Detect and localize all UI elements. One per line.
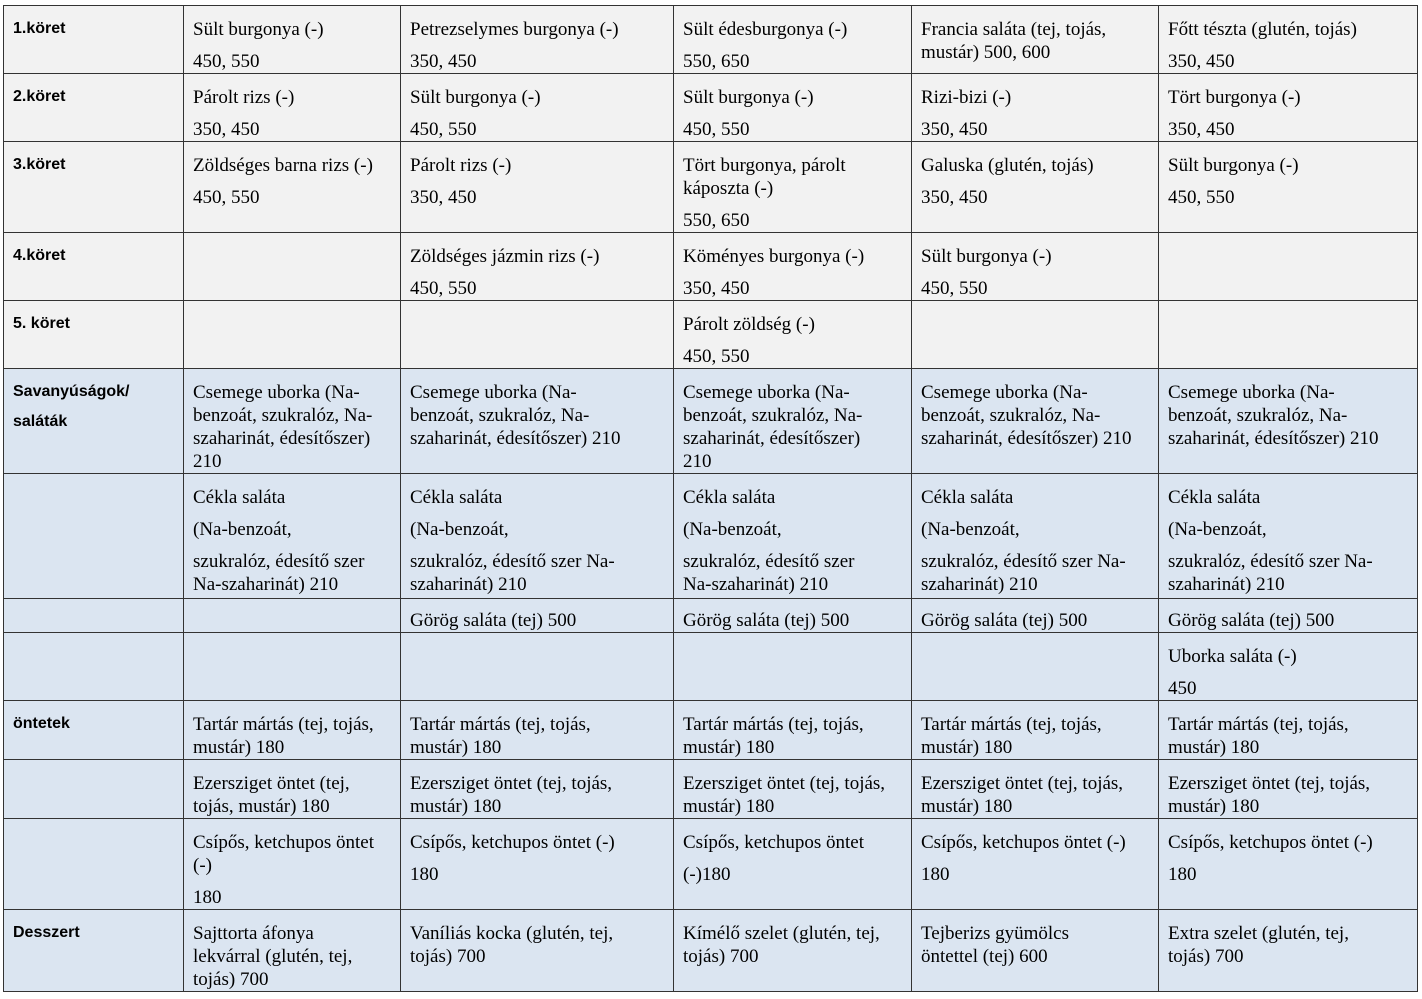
menu-cell-content <box>674 142 911 232</box>
menu-cell-line: Cékla saláta <box>193 487 286 508</box>
menu-cell-line: 350, 450 <box>410 187 477 208</box>
menu-cell-line: mustár) 180 <box>410 737 502 758</box>
menu-cell-content <box>1159 910 1417 968</box>
menu-cell-line: szaharinát, édesítőszer) <box>193 428 371 449</box>
menu-cell-line: 210 <box>193 451 222 472</box>
menu-cell <box>1159 760 1418 819</box>
menu-cell <box>1159 369 1418 474</box>
table-row <box>4 633 1418 701</box>
menu-cell <box>401 233 674 301</box>
menu-cell-line: Tartár mártás (tej, tojás, <box>193 714 374 735</box>
menu-cell-line: szaharinát) 210 <box>1168 574 1285 595</box>
menu-cell-line: benzoát, szukralóz, Na- <box>1168 405 1348 426</box>
menu-cell-content <box>912 74 1158 141</box>
menu-cell-content <box>401 819 673 886</box>
menu-cell-content <box>674 369 911 473</box>
menu-cell <box>674 633 912 701</box>
menu-cell-content <box>674 474 911 596</box>
table-row <box>4 819 1418 910</box>
menu-cell-line: Sajttorta áfonya <box>193 923 314 944</box>
menu-cell <box>1159 142 1418 233</box>
menu-cell-line: tojás) 700 <box>193 969 269 990</box>
menu-cell-content <box>674 599 911 632</box>
menu-cell-line: Sült burgonya (-) <box>1168 155 1299 176</box>
menu-cell-line: (Na-benzoát, <box>410 519 509 540</box>
menu-cell-line: Sült burgonya (-) <box>193 19 324 40</box>
menu-cell <box>1159 6 1418 74</box>
menu-cell <box>184 474 401 599</box>
menu-cell-line: mustár) 180 <box>683 737 775 758</box>
menu-cell-line: Csípős, ketchupos öntet <box>683 832 865 853</box>
menu-cell <box>184 142 401 233</box>
table-row <box>4 301 1418 369</box>
menu-cell-line: Görög saláta (tej) 500 <box>1168 610 1335 631</box>
menu-cell-line: Cékla saláta <box>1168 487 1261 508</box>
menu-cell-line: Görög saláta (tej) 500 <box>410 610 577 631</box>
row-label: 1.köret <box>13 20 66 37</box>
menu-cell-content <box>1159 701 1417 759</box>
menu-cell-content <box>912 910 1158 968</box>
menu-cell-line: (Na-benzoát, <box>921 519 1020 540</box>
menu-cell-line: 450, 550 <box>193 51 260 72</box>
menu-cell-line: Vaníliás kocka (glutén, tej, <box>410 923 614 944</box>
menu-cell-line: Sült burgonya (-) <box>683 87 814 108</box>
menu-cell-line: benzoát, szukralóz, Na- <box>683 405 863 426</box>
table-row <box>4 369 1418 474</box>
menu-cell-content <box>184 819 400 909</box>
menu-cell-content <box>184 599 400 609</box>
menu-cell-content <box>1159 760 1417 818</box>
row-label: 3.köret <box>13 156 66 173</box>
menu-cell-content <box>912 233 1158 300</box>
menu-cell-line: Tartár mártás (tej, tojás, <box>1168 714 1349 735</box>
menu-cell-line: Tartár mártás (tej, tojás, <box>683 714 864 735</box>
menu-cell-line: mustár) 180 <box>921 796 1013 817</box>
menu-cell <box>401 301 674 369</box>
menu-cell <box>401 142 674 233</box>
menu-cell <box>674 819 912 910</box>
menu-cell <box>184 760 401 819</box>
menu-cell-line: Sült burgonya (-) <box>921 246 1052 267</box>
menu-cell-line: Csípős, ketchupos öntet <box>193 832 375 853</box>
menu-cell-line: 210 <box>683 451 712 472</box>
menu-cell <box>401 369 674 474</box>
menu-cell-line: Cékla saláta <box>683 487 776 508</box>
menu-cell <box>674 142 912 233</box>
menu-cell <box>184 819 401 910</box>
menu-cell-content <box>184 633 400 645</box>
menu-cell <box>912 369 1159 474</box>
menu-cell-content <box>184 369 400 473</box>
menu-cell <box>401 599 674 633</box>
menu-cell-content <box>401 760 673 818</box>
menu-cell-line: Csípős, ketchupos öntet (-) <box>1168 832 1373 853</box>
menu-cell <box>184 701 401 760</box>
table-row <box>4 142 1418 233</box>
row-label-cell <box>4 301 184 369</box>
menu-cell-line: Tört burgonya (-) <box>1168 87 1301 108</box>
menu-cell <box>674 6 912 74</box>
menu-cell-line: Ezersziget öntet (tej, tojás, <box>1168 773 1371 794</box>
menu-cell-line: (-)180 <box>683 864 731 885</box>
menu-cell-content <box>1159 819 1417 886</box>
menu-cell-line: Galuska (glutén, tojás) <box>921 155 1094 176</box>
menu-cell <box>674 369 912 474</box>
menu-cell-line: 350, 450 <box>410 51 477 72</box>
row-label: 2.köret <box>13 88 66 105</box>
menu-cell-line: 350, 450 <box>921 119 988 140</box>
row-label <box>4 819 183 827</box>
menu-cell-line: 450 <box>1168 678 1197 699</box>
menu-cell-line: (Na-benzoát, <box>1168 519 1267 540</box>
menu-cell-line: 450, 550 <box>683 119 750 140</box>
menu-cell-line: mustár) 180 <box>193 737 285 758</box>
menu-cell <box>912 142 1159 233</box>
menu-cell-content <box>674 819 911 886</box>
menu-cell-line: 550, 650 <box>683 51 750 72</box>
row-label-cell <box>4 910 184 992</box>
menu-cell-content <box>401 301 673 313</box>
menu-cell-content <box>401 74 673 141</box>
menu-cell-content <box>184 74 400 141</box>
menu-cell-line: Zöldséges jázmin rizs (-) <box>410 246 600 267</box>
menu-cell <box>674 760 912 819</box>
menu-cell-content <box>912 474 1158 596</box>
menu-cell-content <box>401 474 673 596</box>
menu-cell-line: 350, 450 <box>683 278 750 299</box>
menu-cell <box>1159 910 1418 992</box>
menu-cell-line: Zöldséges barna rizs (-) <box>193 155 373 176</box>
menu-cell <box>401 633 674 701</box>
menu-cell <box>401 701 674 760</box>
menu-cell-line: szukralóz, édesítő szer Na- <box>410 551 615 572</box>
menu-cell-line: Cékla saláta <box>410 487 503 508</box>
menu-cell-content <box>912 301 1158 313</box>
menu-cell-line: benzoát, szukralóz, Na- <box>193 405 373 426</box>
row-label-cell <box>4 474 184 599</box>
menu-cell-content <box>674 301 911 368</box>
menu-cell-line: Köményes burgonya (-) <box>683 246 865 267</box>
menu-cell-line: (Na-benzoát, <box>683 519 782 540</box>
menu-cell-line: szaharinát) 210 <box>410 574 527 595</box>
menu-cell-line: Csípős, ketchupos öntet (-) <box>410 832 615 853</box>
menu-cell-line: Csemege uborka (Na- <box>410 382 577 403</box>
menu-cell <box>674 233 912 301</box>
menu-cell-content <box>1159 599 1417 632</box>
menu-cell <box>912 633 1159 701</box>
menu-cell <box>912 819 1159 910</box>
table-row <box>4 701 1418 760</box>
row-label <box>4 760 183 768</box>
menu-cell <box>401 6 674 74</box>
row-label: Desszert <box>13 924 80 941</box>
menu-cell-content <box>674 633 911 645</box>
menu-cell-line: Csemege uborka (Na- <box>921 382 1088 403</box>
menu-cell-line: tojás) 700 <box>410 946 486 967</box>
menu-cell <box>401 474 674 599</box>
menu-cell <box>1159 74 1418 142</box>
table-row <box>4 74 1418 142</box>
menu-table <box>3 5 1418 992</box>
menu-cell-line: szaharinát, édesítőszer) 210 <box>410 428 621 449</box>
menu-cell-content <box>1159 301 1417 313</box>
menu-cell <box>184 74 401 142</box>
menu-cell-line: 350, 450 <box>921 187 988 208</box>
row-label <box>4 474 183 482</box>
row-label <box>4 633 183 641</box>
menu-cell-line: mustár) 500, 600 <box>921 42 1051 63</box>
menu-cell <box>674 701 912 760</box>
menu-cell <box>674 301 912 369</box>
menu-cell-line: tojás) 700 <box>683 946 759 967</box>
menu-cell <box>912 760 1159 819</box>
menu-cell-content <box>401 369 673 450</box>
menu-cell-content <box>912 142 1158 209</box>
menu-cell <box>1159 599 1418 633</box>
menu-cell-line: Csemege uborka (Na- <box>683 382 850 403</box>
menu-cell-content <box>912 369 1158 450</box>
menu-cell-content <box>674 74 911 141</box>
menu-cell-line: (Na-benzoát, <box>193 519 292 540</box>
menu-cell-line: Párolt rizs (-) <box>193 87 295 108</box>
menu-cell-line: tojás, mustár) 180 <box>193 796 330 817</box>
menu-cell-line: Ezersziget öntet (tej, tojás, <box>683 773 886 794</box>
menu-cell <box>184 6 401 74</box>
menu-cell-content <box>912 701 1158 759</box>
menu-cell-line: 450, 550 <box>683 346 750 367</box>
menu-cell-line: 180 <box>410 864 439 885</box>
menu-cell-line: Uborka saláta (-) <box>1168 646 1297 667</box>
menu-cell-content <box>184 474 400 596</box>
row-label-cell <box>4 369 184 474</box>
menu-cell-content <box>674 233 911 300</box>
menu-cell <box>401 910 674 992</box>
menu-cell-line: 450, 550 <box>410 278 477 299</box>
menu-cell-line: 350, 450 <box>1168 51 1235 72</box>
menu-cell <box>184 369 401 474</box>
menu-cell <box>912 910 1159 992</box>
menu-cell <box>401 74 674 142</box>
menu-cell-line: Extra szelet (glutén, tej, <box>1168 923 1349 944</box>
menu-cell-line: szukralóz, édesítő szer Na- <box>1168 551 1373 572</box>
menu-cell-line: Főtt tészta (glutén, tojás) <box>1168 19 1357 40</box>
menu-cell <box>912 233 1159 301</box>
menu-cell-line: tojás) 700 <box>1168 946 1244 967</box>
menu-cell-line: 180 <box>193 887 222 908</box>
menu-cell-line: szaharinát, édesítőszer) <box>683 428 861 449</box>
menu-cell-line: szaharinát, édesítőszer) 210 <box>1168 428 1379 449</box>
table-row <box>4 760 1418 819</box>
menu-cell-content <box>912 6 1158 64</box>
menu-cell-content <box>912 633 1158 645</box>
menu-cell-content <box>1159 369 1417 450</box>
menu-cell-line: benzoát, szukralóz, Na- <box>921 405 1101 426</box>
row-label: 5. köret <box>13 315 70 332</box>
menu-cell-line: szaharinát) 210 <box>921 574 1038 595</box>
menu-cell-content <box>184 760 400 818</box>
row-label-cell <box>4 633 184 701</box>
row-label-cell <box>4 819 184 910</box>
menu-cell-line: 450, 550 <box>921 278 988 299</box>
menu-cell-content <box>674 760 911 818</box>
menu-cell-line: Sült édesburgonya (-) <box>683 19 848 40</box>
menu-cell <box>1159 701 1418 760</box>
menu-cell-content <box>912 599 1158 632</box>
menu-cell <box>1159 301 1418 369</box>
menu-cell-line: 450, 550 <box>1168 187 1235 208</box>
row-label <box>4 599 183 607</box>
menu-cell-content <box>401 233 673 300</box>
menu-cell-line: Rizi-bizi (-) <box>921 87 1012 108</box>
menu-cell-line: mustár) 180 <box>1168 737 1260 758</box>
menu-cell-line: mustár) 180 <box>1168 796 1260 817</box>
menu-cell-line: Na-szaharinát) 210 <box>193 574 339 595</box>
menu-cell <box>674 74 912 142</box>
menu-cell <box>184 910 401 992</box>
menu-cell-line: Párolt rizs (-) <box>410 155 512 176</box>
menu-cell-line: Tört burgonya, párolt <box>683 155 846 176</box>
table-row <box>4 474 1418 599</box>
menu-cell-content <box>184 142 400 209</box>
menu-cell-line: Tejberizs gyümölcs <box>921 923 1069 944</box>
menu-cell-content <box>401 6 673 73</box>
menu-cell-line: 450, 550 <box>410 119 477 140</box>
menu-cell <box>1159 633 1418 701</box>
menu-cell-line: szukralóz, édesítő szer Na- <box>921 551 1126 572</box>
menu-cell <box>912 474 1159 599</box>
menu-cell-line: mustár) 180 <box>683 796 775 817</box>
menu-cell-line: Tartár mártás (tej, tojás, <box>921 714 1102 735</box>
menu-cell-content <box>184 6 400 73</box>
menu-cell <box>1159 233 1418 301</box>
menu-cell-line: benzoát, szukralóz, Na- <box>410 405 590 426</box>
menu-cell-content <box>1159 6 1417 73</box>
row-label: öntetek <box>13 715 70 732</box>
menu-cell-content <box>401 599 673 632</box>
row-label-cell <box>4 599 184 633</box>
menu-cell-content <box>912 819 1158 886</box>
menu-cell-line: szukralóz, édesítő szer <box>193 551 365 572</box>
menu-cell-line: Ezersziget öntet (tej, <box>193 773 350 794</box>
menu-cell-content <box>401 701 673 759</box>
menu-cell <box>912 301 1159 369</box>
row-label-cell <box>4 142 184 233</box>
menu-cell-line: Cékla saláta <box>921 487 1014 508</box>
menu-cell <box>401 760 674 819</box>
menu-cell <box>401 819 674 910</box>
row-label-cell <box>4 233 184 301</box>
menu-cell-content <box>912 760 1158 818</box>
menu-cell-line: Csípős, ketchupos öntet (-) <box>921 832 1126 853</box>
menu-cell <box>912 74 1159 142</box>
menu-cell-content <box>1159 233 1417 245</box>
menu-cell-line: Ezersziget öntet (tej, tojás, <box>410 773 613 794</box>
menu-cell-line: 350, 450 <box>1168 119 1235 140</box>
menu-cell <box>184 301 401 369</box>
menu-cell-content <box>1159 633 1417 700</box>
menu-cell-content <box>674 910 911 968</box>
menu-cell-content <box>674 6 911 73</box>
menu-cell-line: 180 <box>921 864 950 885</box>
menu-cell-line: szaharinát, édesítőszer) 210 <box>921 428 1132 449</box>
menu-cell-content <box>401 142 673 209</box>
menu-cell-line: mustár) 180 <box>921 737 1013 758</box>
menu-cell <box>1159 474 1418 599</box>
menu-cell-content <box>1159 74 1417 141</box>
menu-cell-line: 550, 650 <box>683 210 750 231</box>
row-label-cell <box>4 701 184 760</box>
menu-cell <box>912 701 1159 760</box>
menu-cell-line: lekvárral (glutén, tej, <box>193 946 353 967</box>
menu-cell <box>184 633 401 701</box>
menu-cell <box>674 599 912 633</box>
menu-cell-line: Görög saláta (tej) 500 <box>683 610 850 631</box>
menu-cell-line: Ezersziget öntet (tej, tojás, <box>921 773 1124 794</box>
menu-cell-content <box>184 910 400 991</box>
menu-cell-line: Na-szaharinát) 210 <box>683 574 829 595</box>
menu-cell-line: 450, 550 <box>193 187 260 208</box>
menu-cell-line: mustár) 180 <box>410 796 502 817</box>
row-label-cell <box>4 6 184 74</box>
menu-cell-content <box>184 701 400 759</box>
menu-cell-line: Sült burgonya (-) <box>410 87 541 108</box>
menu-cell-content <box>1159 474 1417 596</box>
menu-cell <box>184 233 401 301</box>
menu-cell-line: 180 <box>1168 864 1197 885</box>
menu-cell-line: káposzta (-) <box>683 178 774 199</box>
table-row <box>4 910 1418 992</box>
table-row <box>4 6 1418 74</box>
menu-cell-content <box>184 301 400 313</box>
menu-cell <box>674 474 912 599</box>
menu-cell-content <box>401 910 673 968</box>
menu-cell-line: (-) <box>193 855 212 876</box>
row-label-cell <box>4 760 184 819</box>
menu-cell-line: 350, 450 <box>193 119 260 140</box>
row-label: 4.köret <box>13 247 66 264</box>
menu-cell-line: szukralóz, édesítő szer <box>683 551 855 572</box>
menu-cell-line: Kímélő szelet (glutén, tej, <box>683 923 880 944</box>
menu-cell <box>1159 819 1418 910</box>
menu-cell-line: Csemege uborka (Na- <box>193 382 360 403</box>
row-label: Savanyúságok/ saláták <box>13 383 130 430</box>
menu-cell-line: Francia saláta (tej, tojás, <box>921 19 1107 40</box>
menu-cell-content <box>674 701 911 759</box>
menu-cell-content <box>401 633 673 645</box>
menu-cell-content <box>184 233 400 245</box>
menu-cell-line: Petrezselymes burgonya (-) <box>410 19 619 40</box>
menu-cell <box>674 910 912 992</box>
menu-cell <box>184 599 401 633</box>
table-row <box>4 599 1418 633</box>
menu-cell-line: öntettel (tej) 600 <box>921 946 1048 967</box>
menu-cell-line: Csemege uborka (Na- <box>1168 382 1335 403</box>
menu-cell-line: Párolt zöldség (-) <box>683 314 815 335</box>
menu-cell-line: Görög saláta (tej) 500 <box>921 610 1088 631</box>
menu-cell-content <box>1159 142 1417 209</box>
menu-cell <box>912 599 1159 633</box>
row-label-cell <box>4 74 184 142</box>
menu-cell <box>912 6 1159 74</box>
menu-cell-line: Tartár mártás (tej, tojás, <box>410 714 591 735</box>
table-row <box>4 233 1418 301</box>
